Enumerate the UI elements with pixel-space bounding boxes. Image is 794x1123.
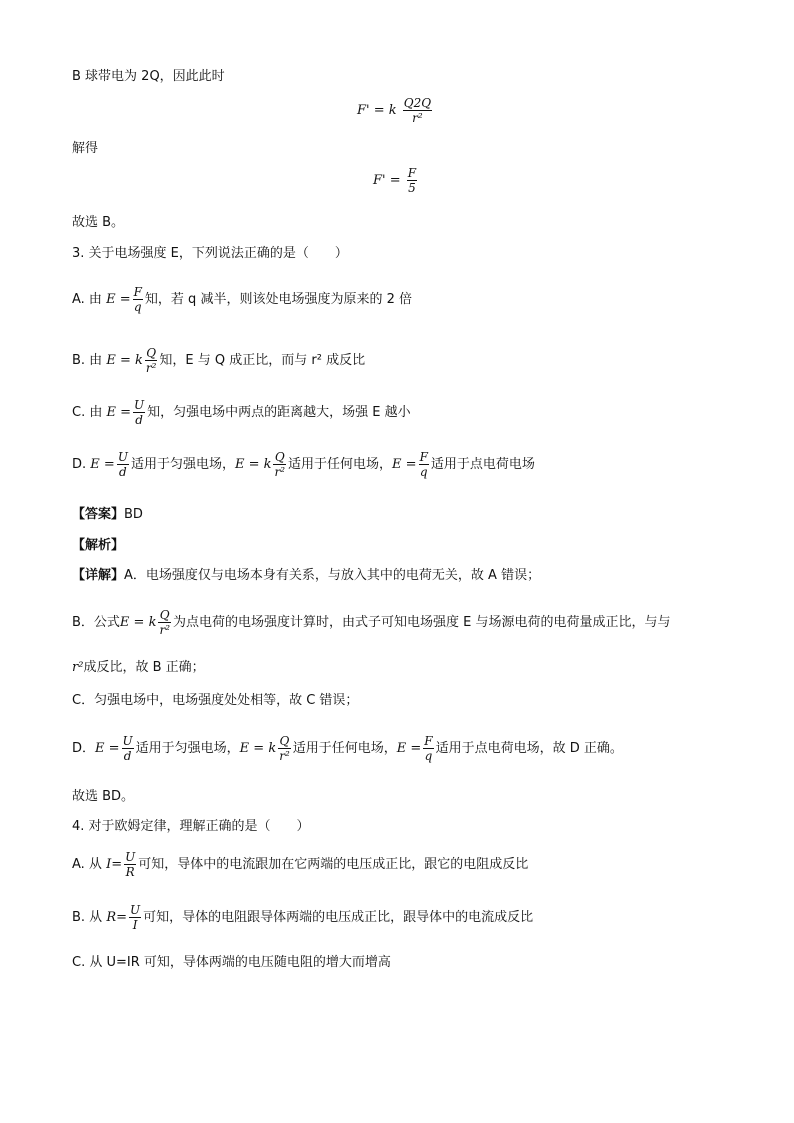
text-line: B 球带电为 2Q，因此此时 (72, 69, 225, 84)
fraction: $\frac{Q}{\text{r²}}$ (274, 450, 286, 479)
option-b: B. 由 E = k $\frac{Q}{\text{r²}}$ 知，E 与 Q 成正比，而与 r² 成反比 (72, 346, 366, 375)
text-line: 解得 (72, 141, 99, 156)
analysis-label: 【解析】 (72, 538, 125, 553)
text-line: 故选 BD。 (72, 789, 135, 804)
answer-label: 【答案】 (72, 507, 125, 522)
fraction: $\frac{F}{q}$ (419, 450, 428, 479)
fraction: $\frac{U}{d}$ (122, 734, 133, 763)
formula-lhs: F' = k (357, 103, 397, 118)
detail-a: 【详解】A．电场强度仅与电场本身有关系，与放入其中的电荷无关，故 A 错误； (72, 568, 541, 583)
fraction: $\frac{Q}{\text{r²}}$ (159, 608, 170, 637)
question-stem: 4. 对于欧姆定律，理解正确的是（ ） (72, 819, 310, 834)
fraction: $\frac{U}{d}$ (134, 398, 145, 427)
option-a: A. 由 E = $\frac{F}{q}$ 知，若 q 减半，则该处电场强度为原来的 2 倍 (72, 285, 412, 314)
fraction: $\frac{Q}{\text{r²}}$ (145, 346, 157, 375)
answer-line (72, 506, 143, 524)
option-c: C. 从 U=IR 可知，导体两端的电压随电阻的增大而增高 (72, 955, 391, 970)
detail-b: B．公式E = k $\frac{Q}{\text{r²}}$ 为点电荷的电场强度计算时，由式子可知电场强度 E 与场源电荷的电荷量成正比，与与 (72, 608, 671, 637)
fraction: $\frac{Q}{\text{r²}}$ (279, 734, 290, 763)
detail-d: D．E = $\frac{U}{d}$ 适用于匀强电场，E = k $\frac{Q}{\text{r²}}$ 适用于任何电场，E = $\frac{F}{q}$ 适用于点电荷电场，故 D 正确。 (72, 734, 623, 763)
fraction: $\frac{Q2Q}{\text{r²}}$ (403, 96, 432, 125)
detail-c: C．匀强电场中，电场强度处处相等，故 C 错误； (72, 693, 359, 708)
fraction: $\frac{U}{R}$ (125, 850, 136, 879)
formula-force-prime (357, 96, 434, 125)
fraction: $\frac{U}{d}$ (117, 450, 128, 479)
option-d: D. E = $\frac{U}{d}$ 适用于匀强电场，E = k $\frac{Q}{\text{r²}}$ 适用于任何电场，E = $\frac{F}{q}$ 适用于点电荷电场 (72, 450, 535, 479)
answer-value: BD (124, 507, 143, 522)
option-a: A. 从 I= $\frac{U}{R}$ 可知，导体中的电流跟加在它两端的电压成正比，跟它的电阻成反比 (72, 850, 529, 879)
fraction: $\frac{F}{q}$ (424, 734, 433, 763)
fraction: $\frac{F}{5}$ (407, 166, 417, 195)
formula-force-result: F' = $\frac{F}{5}$ (373, 166, 417, 195)
question-stem: 3. 关于电场强度 E，下列说法正确的是（ ） (72, 246, 348, 261)
text-line: 故选 B。 (72, 215, 125, 230)
option-b: B. 从 R= $\frac{U}{I}$ 可知，导体的电阻跟导体两端的电压成正比，跟导体中的电流成反比 (72, 903, 534, 932)
option-c: C. 由 E = $\frac{U}{d}$ 知，匀强电场中两点的距离越大，场强 E 越小 (72, 398, 411, 427)
detail-label: 【详解】 (72, 568, 125, 583)
fraction: $\frac{F}{q}$ (133, 285, 142, 314)
fraction: $\frac{U}{I}$ (130, 903, 141, 932)
detail-b-cont: r²成反比，故 B 正确； (72, 660, 205, 675)
